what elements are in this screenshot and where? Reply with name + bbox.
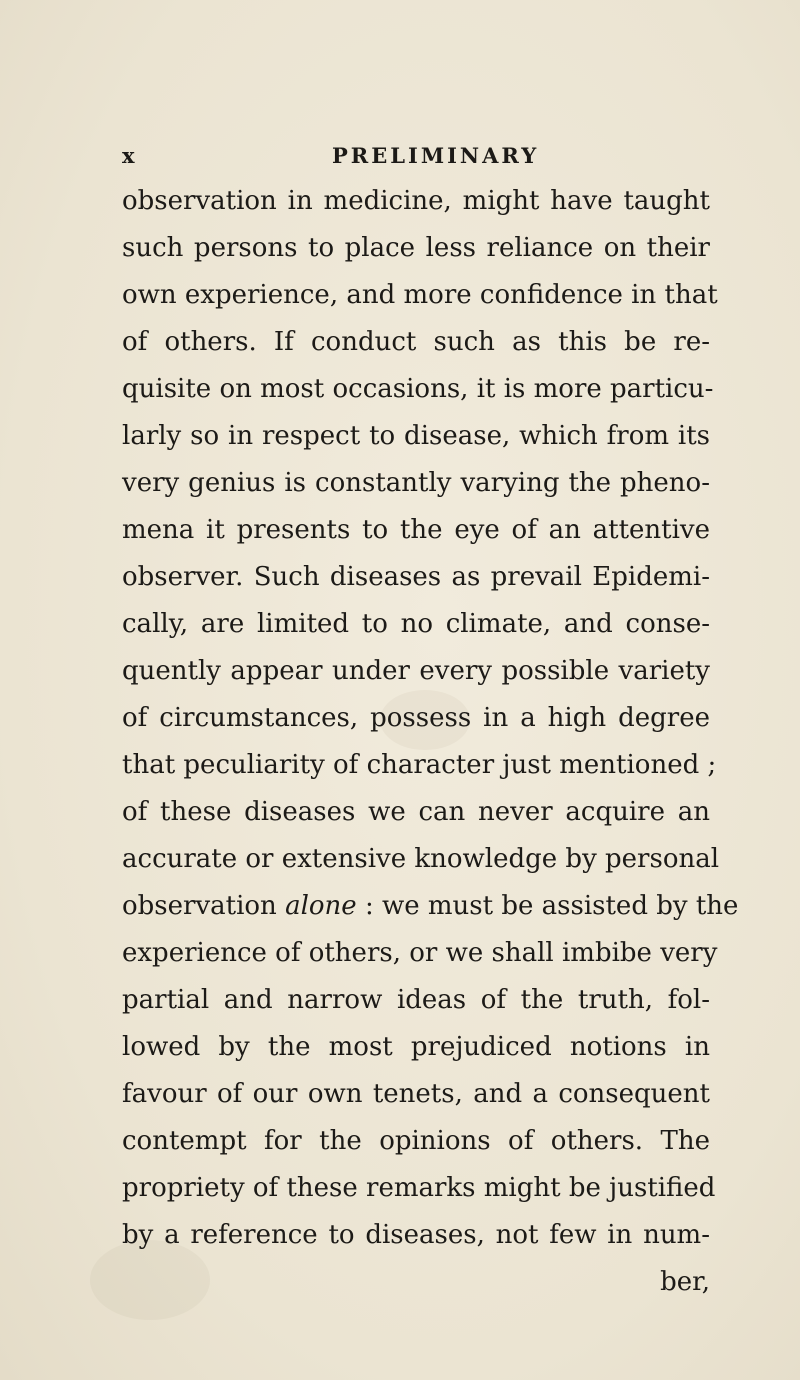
text-line: observer. Such diseases as prevail Epidemi- [122, 562, 710, 592]
catchword: ber, [660, 1267, 710, 1297]
text-line: quently appear under every possible variety [122, 656, 710, 686]
text-line: that peculiarity of character just mentioned ; [122, 750, 717, 780]
emphasis-alone: alone [285, 891, 357, 921]
text-line: by a reference to diseases, not few in num- [122, 1220, 710, 1250]
text-line: such persons to place less reliance on their [122, 233, 710, 263]
page-header [122, 143, 682, 173]
text-line: of others. If conduct such as this be re- [122, 327, 710, 357]
text-line: experience of others, or we shall imbibe very [122, 938, 718, 968]
text-line: very genius is constantly varying the pheno- [122, 468, 710, 498]
text-line: cally, are limited to no climate, and conse- [122, 609, 710, 639]
text-line: of circumstances, possess in a high degree [122, 703, 710, 733]
text-segment: observation [122, 891, 286, 921]
body-text [122, 178, 739, 1306]
page-number: x [122, 143, 136, 168]
text-line: lowed by the most prejudiced notions in [122, 1032, 710, 1062]
text-line: quisite on most occasions, it is more particu- [122, 374, 714, 404]
text-line: partial and narrow ideas of the truth, fol- [122, 985, 710, 1015]
text-line: accurate or extensive knowledge by personal [122, 844, 720, 874]
text-line: of these diseases we can never acquire an [122, 797, 710, 827]
text-segment: : we must be assisted by the [356, 891, 739, 921]
text-line: contempt for the opinions of others. The [122, 1126, 710, 1156]
text-line: larly so in respect to disease, which from its [122, 421, 710, 451]
text-line: mena it presents to the eye of an attentive [122, 515, 710, 545]
text-line: propriety of these remarks might be justified [122, 1173, 716, 1203]
text-line-italic-emphasis [122, 883, 739, 930]
running-head: PRELIMINARY [332, 143, 540, 168]
text-line: own experience, and more confidence in that [122, 280, 718, 310]
text-line: observation in medicine, might have taught [122, 186, 710, 216]
text-line: favour of our own tenets, and a consequent [122, 1079, 710, 1109]
